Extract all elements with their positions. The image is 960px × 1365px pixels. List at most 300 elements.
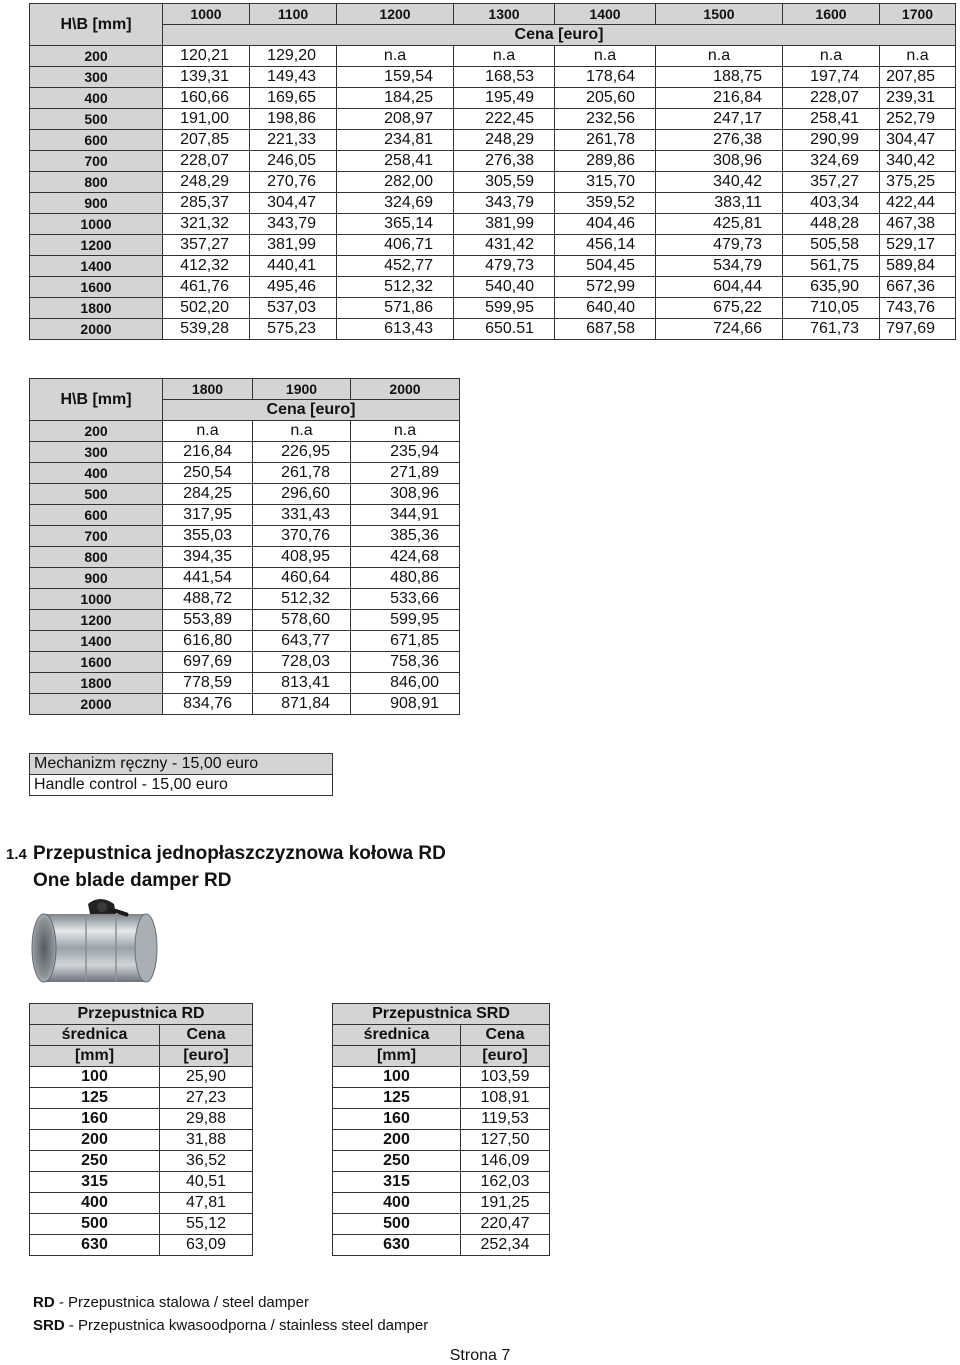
price-cell: 404,46 (555, 214, 656, 235)
price-cell: 572,99 (555, 277, 656, 298)
table-row (30, 67, 956, 88)
price-cell: 604,44 (656, 277, 783, 298)
section-title-en: One blade damper RD (33, 870, 232, 891)
price-cell: 408,95 (253, 547, 351, 568)
diameter-cell: 250 (333, 1151, 461, 1172)
price-cell: 461,76 (163, 277, 250, 298)
table-row (333, 1172, 550, 1193)
table-row (30, 547, 460, 568)
table-row (30, 193, 956, 214)
price-cell: 208,97 (337, 109, 454, 130)
price-cell: 813,41 (253, 673, 351, 694)
table-row (30, 109, 956, 130)
height-label: 500 (30, 109, 163, 130)
price-cell: 467,38 (880, 214, 956, 235)
width-header: 1700 (880, 4, 956, 25)
price-cell: 195,49 (454, 88, 555, 109)
table-row (30, 505, 460, 526)
price-cell: 235,94 (351, 442, 460, 463)
price-cell: 284,25 (163, 484, 253, 505)
price-cell: 40,51 (160, 1172, 253, 1193)
table-row (30, 526, 460, 547)
price-cell: 129,20 (250, 46, 337, 67)
table-row (30, 652, 460, 673)
price-cell: 697,69 (163, 652, 253, 673)
price-cell: 169,65 (250, 88, 337, 109)
diameter-cell: 160 (333, 1109, 461, 1130)
price-cell: 441,54 (163, 568, 253, 589)
price-cell: 908,91 (351, 694, 460, 715)
price-cell: 331,43 (253, 505, 351, 526)
srd-col-diameter: średnica (333, 1025, 461, 1046)
price-table-1800-2000 (29, 378, 460, 715)
table-row (30, 673, 460, 694)
price-cell: 452,77 (337, 256, 454, 277)
rd-col-diameter: średnica (30, 1025, 160, 1046)
price-cell: 761,73 (783, 319, 880, 340)
table-row (30, 88, 956, 109)
price-cell: 616,80 (163, 631, 253, 652)
price-cell: 216,84 (656, 88, 783, 109)
price-cell: 424,68 (351, 547, 460, 568)
price-cell: 724,66 (656, 319, 783, 340)
rd-col-price: Cena (160, 1025, 253, 1046)
price-cell: n.a (880, 46, 956, 67)
price-cell: 650.51 (454, 319, 555, 340)
price-cell: 613,43 (337, 319, 454, 340)
price-cell: 675,22 (656, 298, 783, 319)
price-cell: 285,37 (163, 193, 250, 214)
mechanism-pl: Mechanizm ręczny - 15,00 euro (30, 754, 333, 775)
rd-unit-euro: [euro] (160, 1046, 253, 1067)
price-cell: 168,53 (454, 67, 555, 88)
diameter-cell: 630 (333, 1235, 461, 1256)
price-cell: n.a (656, 46, 783, 67)
price-unit-label: Cena [euro] (163, 400, 460, 421)
price-cell: 540,40 (454, 277, 555, 298)
height-label: 2000 (30, 694, 163, 715)
price-cell: 355,03 (163, 526, 253, 547)
table-row (30, 1214, 253, 1235)
price-cell: 480,86 (351, 568, 460, 589)
price-cell: 575,23 (250, 319, 337, 340)
table-row (30, 1235, 253, 1256)
srd-col-price: Cena (461, 1025, 550, 1046)
section-title-pl: Przepustnica jednopłaszczyznowa kołowa RD (33, 843, 446, 864)
table-row (30, 277, 956, 298)
table-row (30, 46, 956, 67)
table-row (30, 694, 460, 715)
price-cell: 529,17 (880, 235, 956, 256)
srd-unit-euro: [euro] (461, 1046, 550, 1067)
width-header: 1500 (656, 4, 783, 25)
price-cell: 381,99 (250, 235, 337, 256)
price-cell: 207,85 (163, 130, 250, 151)
price-cell: 317,95 (163, 505, 253, 526)
price-cell: 778,59 (163, 673, 253, 694)
width-header: 1200 (337, 4, 454, 25)
table-row (30, 1130, 253, 1151)
table-row (333, 1088, 550, 1109)
price-cell: 197,74 (783, 67, 880, 88)
price-cell: 728,03 (253, 652, 351, 673)
price-cell: 289,86 (555, 151, 656, 172)
height-label: 900 (30, 568, 163, 589)
height-label: 600 (30, 130, 163, 151)
price-cell: 505,58 (783, 235, 880, 256)
price-cell: 412,32 (163, 256, 250, 277)
price-cell: 304,47 (250, 193, 337, 214)
legend-srd-text: - Przepustnica kwasoodporna / stainless steel damper (64, 1317, 429, 1334)
price-cell: 460,64 (253, 568, 351, 589)
price-cell: 599,95 (351, 610, 460, 631)
height-label: 2000 (30, 319, 163, 340)
table-row (30, 1109, 253, 1130)
table-row (333, 1235, 550, 1256)
price-cell: 228,07 (783, 88, 880, 109)
price-cell: 403,34 (783, 193, 880, 214)
price-cell: 221,33 (250, 130, 337, 151)
price-cell: n.a (783, 46, 880, 67)
price-cell: 149,43 (250, 67, 337, 88)
price-cell: 343,79 (250, 214, 337, 235)
table-row (333, 1151, 550, 1172)
price-cell: 205,60 (555, 88, 656, 109)
price-cell: 191,00 (163, 109, 250, 130)
diameter-cell: 400 (30, 1193, 160, 1214)
diameter-cell: 100 (333, 1067, 461, 1088)
price-cell: 425,81 (656, 214, 783, 235)
table-row (30, 568, 460, 589)
price-cell: 667,36 (880, 277, 956, 298)
price-cell: 146,09 (461, 1151, 550, 1172)
table-row (333, 1193, 550, 1214)
price-cell: 406,71 (337, 235, 454, 256)
height-label: 400 (30, 463, 163, 484)
price-cell: 344,91 (351, 505, 460, 526)
price-cell: 324,69 (337, 193, 454, 214)
height-label: 500 (30, 484, 163, 505)
price-cell: n.a (253, 421, 351, 442)
price-cell: 359,52 (555, 193, 656, 214)
price-cell: 385,36 (351, 526, 460, 547)
diameter-cell: 400 (333, 1193, 461, 1214)
price-cell: 710,05 (783, 298, 880, 319)
table-row (30, 1088, 253, 1109)
price-cell: 448,28 (783, 214, 880, 235)
price-cell: 305,59 (454, 172, 555, 193)
price-cell: 479,73 (454, 256, 555, 277)
price-cell: 589,84 (880, 256, 956, 277)
price-cell: n.a (454, 46, 555, 67)
price-cell: 834,76 (163, 694, 253, 715)
price-cell: 55,12 (160, 1214, 253, 1235)
height-label: 700 (30, 151, 163, 172)
price-cell: 495,46 (250, 277, 337, 298)
price-cell: 504,45 (555, 256, 656, 277)
price-cell: n.a (163, 421, 253, 442)
price-cell: 381,99 (454, 214, 555, 235)
price-cell: n.a (555, 46, 656, 67)
table-row (30, 214, 956, 235)
price-cell: 207,85 (880, 67, 956, 88)
price-cell: 365,14 (337, 214, 454, 235)
diameter-cell: 125 (333, 1088, 461, 1109)
price-cell: 456,14 (555, 235, 656, 256)
header-row (30, 379, 460, 400)
table-row (30, 172, 956, 193)
rd-price-table (29, 1003, 253, 1256)
price-cell: 315,70 (555, 172, 656, 193)
price-cell: 252,34 (461, 1235, 550, 1256)
table-row (333, 1109, 550, 1130)
price-cell: 537,03 (250, 298, 337, 319)
table-row (30, 1193, 253, 1214)
width-header: 1300 (454, 4, 555, 25)
table-row (30, 463, 460, 484)
height-label: 900 (30, 193, 163, 214)
width-header: 1800 (163, 379, 253, 400)
table-row (30, 421, 460, 442)
table-row (30, 442, 460, 463)
price-cell: 191,25 (461, 1193, 550, 1214)
section-title (6, 843, 446, 865)
price-cell: 304,47 (880, 130, 956, 151)
price-cell: n.a (351, 421, 460, 442)
width-header: 1900 (253, 379, 351, 400)
height-label: 200 (30, 421, 163, 442)
legend-srd-code: SRD (33, 1317, 65, 1334)
price-cell: 357,27 (783, 172, 880, 193)
height-label: 1000 (30, 214, 163, 235)
width-header: 1400 (555, 4, 656, 25)
price-cell: 340,42 (880, 151, 956, 172)
price-cell: 479,73 (656, 235, 783, 256)
price-cell: 184,25 (337, 88, 454, 109)
price-cell: 308,96 (351, 484, 460, 505)
price-cell: 119,53 (461, 1109, 550, 1130)
price-cell: 375,25 (880, 172, 956, 193)
price-cell: 871,84 (253, 694, 351, 715)
price-cell: 271,89 (351, 463, 460, 484)
diameter-cell: 315 (333, 1172, 461, 1193)
height-label: 1600 (30, 652, 163, 673)
price-cell: 578,60 (253, 610, 351, 631)
price-cell: 160,66 (163, 88, 250, 109)
price-cell: 599,95 (454, 298, 555, 319)
price-cell: 571,86 (337, 298, 454, 319)
width-header: 1000 (163, 4, 250, 25)
price-cell: 228,07 (163, 151, 250, 172)
legend-rd-code: RD (33, 1294, 55, 1311)
price-cell: 561,75 (783, 256, 880, 277)
page-number: Strona 7 (449, 1347, 511, 1364)
price-cell: 198,86 (250, 109, 337, 130)
price-cell: 258,41 (337, 151, 454, 172)
price-cell: 640,40 (555, 298, 656, 319)
price-cell: 239,31 (880, 88, 956, 109)
price-cell: 539,28 (163, 319, 250, 340)
price-cell: 270,76 (250, 172, 337, 193)
price-cell: 512,32 (253, 589, 351, 610)
price-cell: 370,76 (253, 526, 351, 547)
price-cell: 25,90 (160, 1067, 253, 1088)
table-row (30, 256, 956, 277)
price-cell: 162,03 (461, 1172, 550, 1193)
price-cell: 248,29 (163, 172, 250, 193)
price-cell: 188,75 (656, 67, 783, 88)
srd-table-title: Przepustnica SRD (333, 1004, 550, 1025)
table-row (333, 1130, 550, 1151)
price-cell: 635,90 (783, 277, 880, 298)
price-cell: 247,17 (656, 109, 783, 130)
diameter-cell: 160 (30, 1109, 160, 1130)
legend-rd-text: - Przepustnica stalowa / steel damper (54, 1294, 309, 1311)
price-cell: 340,42 (656, 172, 783, 193)
diameter-cell: 500 (333, 1214, 461, 1235)
price-cell: 226,95 (253, 442, 351, 463)
cena-row (30, 25, 956, 46)
price-cell: 248,29 (454, 130, 555, 151)
price-cell: 252,79 (880, 109, 956, 130)
price-cell: 687,58 (555, 319, 656, 340)
price-cell: 276,38 (656, 130, 783, 151)
price-cell: 357,27 (163, 235, 250, 256)
height-label: 1000 (30, 589, 163, 610)
legend-srd (33, 1317, 428, 1334)
legend-rd (33, 1294, 309, 1311)
price-cell: 383,11 (656, 193, 783, 214)
corner-label: H\B [mm] (30, 4, 163, 46)
table-row (30, 130, 956, 151)
width-header: 2000 (351, 379, 460, 400)
price-cell: 643,77 (253, 631, 351, 652)
price-cell: 533,66 (351, 589, 460, 610)
price-cell: 261,78 (555, 130, 656, 151)
price-cell: 276,38 (454, 151, 555, 172)
table-row (30, 610, 460, 631)
mechanism-en: Handle control - 15,00 euro (30, 775, 333, 796)
height-label: 600 (30, 505, 163, 526)
width-header: 1100 (250, 4, 337, 25)
price-cell: 431,42 (454, 235, 555, 256)
height-label: 400 (30, 88, 163, 109)
price-cell: 324,69 (783, 151, 880, 172)
price-cell: 250,54 (163, 463, 253, 484)
price-cell: 534,79 (656, 256, 783, 277)
corner-label: H\B [mm] (30, 379, 163, 421)
price-cell: 553,89 (163, 610, 253, 631)
section-number: 1.4 (6, 846, 27, 863)
rd-unit-mm: [mm] (30, 1046, 160, 1067)
price-cell: 308,96 (656, 151, 783, 172)
diameter-cell: 500 (30, 1214, 160, 1235)
price-cell: 234,81 (337, 130, 454, 151)
price-cell: 394,35 (163, 547, 253, 568)
height-label: 200 (30, 46, 163, 67)
table-row (333, 1067, 550, 1088)
height-label: 1800 (30, 673, 163, 694)
price-cell: 343,79 (454, 193, 555, 214)
price-cell: 103,59 (461, 1067, 550, 1088)
price-cell: 232,56 (555, 109, 656, 130)
header-row (30, 4, 956, 25)
diameter-cell: 100 (30, 1067, 160, 1088)
diameter-cell: 200 (333, 1130, 461, 1151)
price-cell: 282,00 (337, 172, 454, 193)
height-label: 1400 (30, 631, 163, 652)
price-cell: 63,09 (160, 1235, 253, 1256)
height-label: 1400 (30, 256, 163, 277)
price-cell: 440,41 (250, 256, 337, 277)
price-cell: 758,36 (351, 652, 460, 673)
price-cell: 29,88 (160, 1109, 253, 1130)
diameter-cell: 315 (30, 1172, 160, 1193)
table-row (30, 1172, 253, 1193)
price-unit-label: Cena [euro] (163, 25, 956, 46)
table-row (30, 1151, 253, 1172)
price-cell: 159,54 (337, 67, 454, 88)
table-row (30, 319, 956, 340)
price-cell: 290,99 (783, 130, 880, 151)
diameter-cell: 200 (30, 1130, 160, 1151)
price-cell: 108,91 (461, 1088, 550, 1109)
price-cell: 47,81 (160, 1193, 253, 1214)
price-cell: 797,69 (880, 319, 956, 340)
height-label: 800 (30, 547, 163, 568)
price-cell: 222,45 (454, 109, 555, 130)
damper-image (30, 896, 160, 988)
height-label: 1200 (30, 610, 163, 631)
height-label: 1600 (30, 277, 163, 298)
price-cell: 261,78 (253, 463, 351, 484)
price-cell: 258,41 (783, 109, 880, 130)
price-cell: 671,85 (351, 631, 460, 652)
table-row (30, 235, 956, 256)
price-cell: 36,52 (160, 1151, 253, 1172)
price-cell: 120,21 (163, 46, 250, 67)
price-cell: 31,88 (160, 1130, 253, 1151)
price-table-1000-1700 (29, 3, 956, 340)
price-cell: 488,72 (163, 589, 253, 610)
price-cell: 127,50 (461, 1130, 550, 1151)
diameter-cell: 125 (30, 1088, 160, 1109)
price-cell: 422,44 (880, 193, 956, 214)
table-row (30, 1067, 253, 1088)
price-cell: 246,05 (250, 151, 337, 172)
mechanism-note (29, 753, 333, 796)
table-row (333, 1214, 550, 1235)
table-row (30, 151, 956, 172)
price-cell: 512,32 (337, 277, 454, 298)
height-label: 300 (30, 442, 163, 463)
srd-price-table (332, 1003, 550, 1256)
price-cell: 743,76 (880, 298, 956, 319)
diameter-cell: 630 (30, 1235, 160, 1256)
table-row (30, 484, 460, 505)
price-cell: 321,32 (163, 214, 250, 235)
height-label: 1800 (30, 298, 163, 319)
table-row (30, 589, 460, 610)
price-cell: 220,47 (461, 1214, 550, 1235)
price-cell: 27,23 (160, 1088, 253, 1109)
height-label: 300 (30, 67, 163, 88)
price-cell: 178,64 (555, 67, 656, 88)
height-label: 700 (30, 526, 163, 547)
table-row (30, 631, 460, 652)
width-header: 1600 (783, 4, 880, 25)
price-cell: n.a (337, 46, 454, 67)
